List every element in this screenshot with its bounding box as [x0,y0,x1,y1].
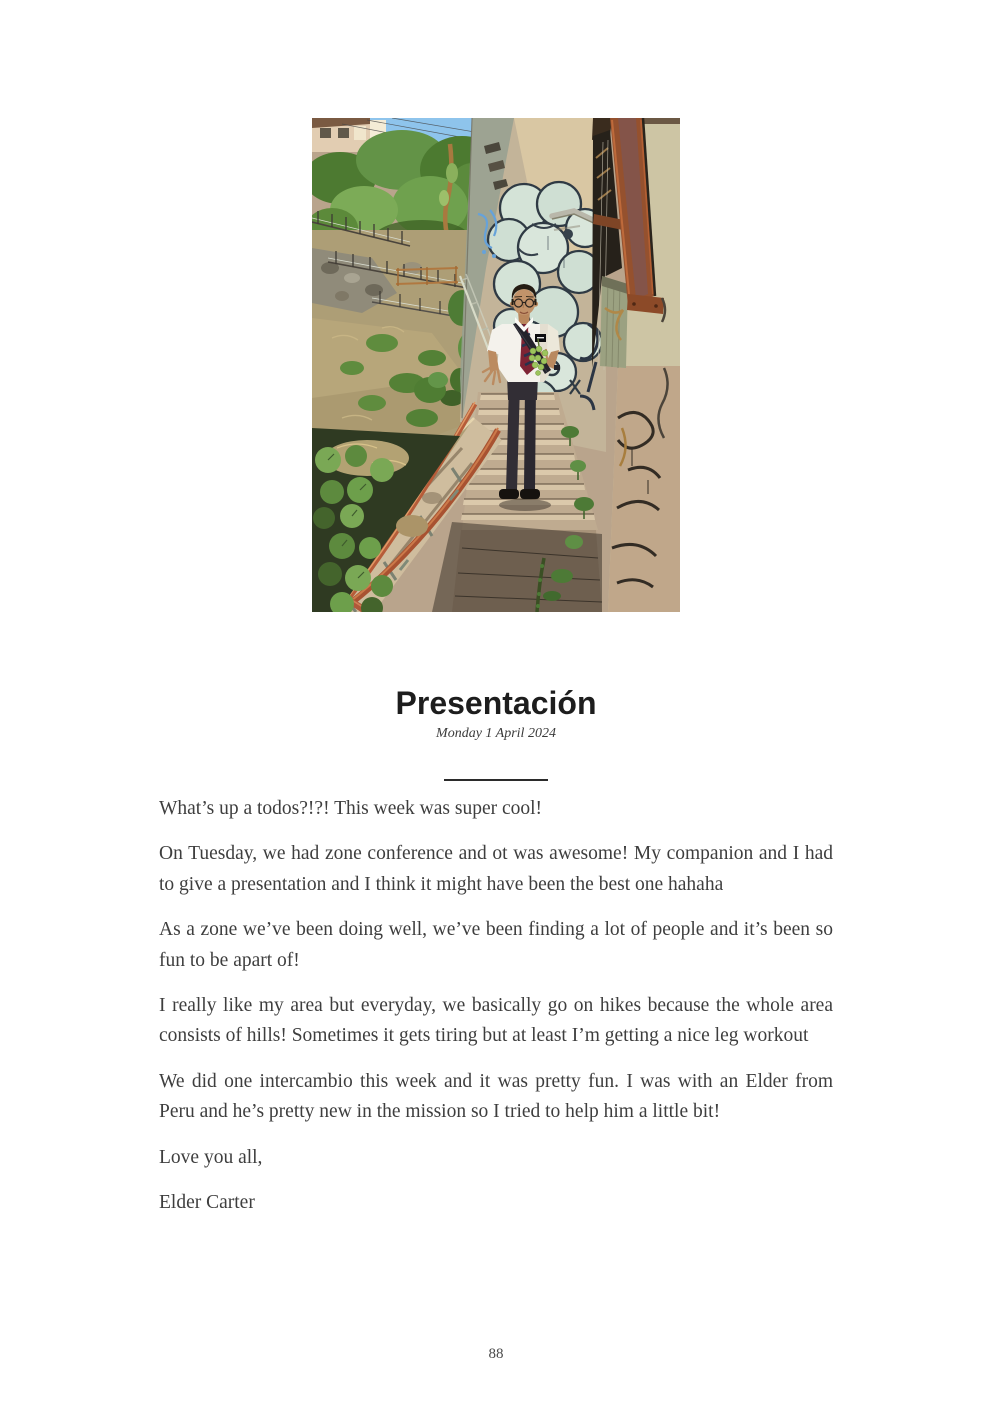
paragraph: We did one intercambio this week and it was pretty fun. I was with an Elder from Peru and he’s pretty new in the mission so I tried to help him a little bit! [159,1070,833,1123]
article-body [159,794,833,1218]
missionary-photo [312,118,680,612]
page-title: Presentación [395,685,597,721]
paragraph: What’s up a todos?!?! This week was super cool! [159,798,543,819]
paragraph: On Tuesday, we had zone conference and ot was awesome! My companion and I had to give a presentation and I think it might have been the best one hahaha [159,843,833,895]
paragraph-signature: Elder Carter [159,1192,255,1214]
paragraph: As a zone we’ve been doing well, we’ve been finding a lot of people and it’s been so fun to be apart of! [159,919,833,971]
missionary-photo-image [312,118,680,612]
paragraph: I really like my area but everyday, we basically go on hikes because the whole area consists of hills! Sometimes it gets tiring but at least I’m getting a nice leg workout [159,995,833,1047]
paragraph-signoff: Love you all, [159,1146,263,1168]
page-number: 88 [488,1346,504,1362]
article-date: Monday 1 April 2024 [436,726,556,741]
section-divider [444,779,548,781]
